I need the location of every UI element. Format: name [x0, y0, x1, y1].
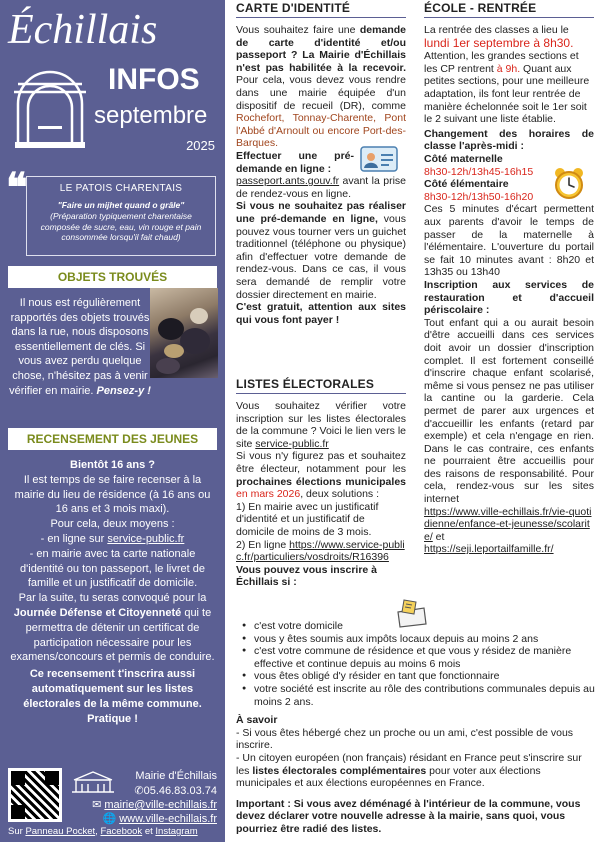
objets-heading: OBJETS TROUVÉS: [8, 266, 217, 288]
carte-heading: CARTE D'IDENTITÉ: [236, 1, 351, 15]
panneau-pocket-link[interactable]: Panneau Pocket: [25, 826, 96, 837]
list-item: ● c'est votre domicile: [236, 620, 596, 633]
issue-year: 2025: [186, 138, 215, 153]
listes-bottom: ● c'est votre domicile ● vous y êtes soumis aux impôts locaux depuis au moins 2 ans ● c'est votre commune de résidence et que vous y résidez de manière effective et continue depuis au moins 6 mois ● vous êtes obligé d'y résider en tant que fonctionnaire ● votre société est inscrite au rôle des contributions communales depuis au moins 2 ans. À savoir - Si vous êtes hébergé chez un proche ou un ami, c'est possible de vous inscrire. - Un citoyen européen (non français) résidant en France peut s'inscrire sur les listes électorales complémentaires pour voter aux élections municipales et aux élections européennes en France. Important : Si vous avez déménagé à l'intérieur de la commune, vous devez déclarer votre nouvelle adresse à la mairie, sans quoi, vous pourriez être radié des listes.: [236, 620, 596, 836]
eligibility-list: [236, 620, 596, 708]
arch-logo-icon: [12, 64, 88, 150]
townhall-icon: [70, 768, 116, 794]
service-public-link[interactable]: service-public.fr: [107, 532, 185, 545]
lost-items-photo: [150, 288, 218, 378]
recensement-text: Bientôt 16 ans ? Il est temps de se faire recenser à la mairie du lieu de résidence (à 16 ans ou 16 ans et 3 mois maxi). Pour cela, deux moyens : - en ligne sur service-public.fr - en mairie avec ta carte nationale d'identité ou ton passeport, le livret de famille et un justificatif de domicile. Par la suite, tu seras convoqué pour la Journée Défense et Citoyenneté qui te permettra de détenir un certificat de participation nécessaire pour les examens/concours et permis de conduire. Ce recensement t'inscrira aussi automatiquement sur les listes électorales de la même commune. Pratique !: [10, 459, 215, 725]
mail-icon: ✉: [92, 799, 105, 811]
ecole-section: ÉCOLE - RENTRÉE La rentrée des classes a lieu le lundi 1er septembre à 8h30. Attention, les grandes sections et les CP rentrent à 9h. Quant aux petites sections, pour une meilleure adaptation, ils font leur rentrée de manière échelonnée soit le 1er soit le 2 suivant une liste établie. Changement des horaires de classe l'après-midi : Côté maternelle 8h30-12h/13h45-16h15 Côté élémentaire 8h30-12h/13h50-16h20 Ces 5 minutes d'écart permettent aux parents d'avoir le temps de passer de la maternelle à l'élémentaire. L'ouverture du portail se fait 10 minutes avant : 8h20 et 13h35 ou 13h40 Inscription aux services de restauration et d'accueil périscolaire : Tout enfant qui a ou aurait besoin d'être accueilli dans ces services doit avoir un dossier d'inscription complet. Il est fortement conseillé d'inscrire chaque enfant scolarisé, même si vous pensez ne pas utiliser la cantine ou la garderie. Cela permet de parer aux urgences et d'accueillir les enfants (retard par exemple) et cela n'engage en rien. Dans le cas contraire, ces enfants ne pourraient être accueillis pour des raisons de responsabilité. Pour cela, rendez-vous sur les sites internet https://www.ville-echillais.fr/vie-quotidienne/enfance-et-jeunesse/scolarite/ et https://seji.leportailfamille.fr/: [424, 1, 594, 556]
quote-icon: ❝: [6, 165, 28, 210]
listes-service-public-link[interactable]: service-public.fr: [255, 437, 329, 450]
ville-echillais-scolarite-link[interactable]: https://www.ville-echillais.fr/vie-quotidienne/enfance-et-jeunesse/scolarite/: [424, 505, 592, 543]
id-card-icon: [360, 146, 398, 172]
seji-portail-link[interactable]: https://seji.leportailfamille.fr/: [424, 543, 554, 556]
footer-phone[interactable]: ✆05.46.83.03.74: [134, 785, 217, 797]
objets-emphasis: Pensez-y !: [96, 384, 151, 397]
footer-web[interactable]: 🌐 www.ville-echillais.fr: [102, 813, 217, 825]
list-item: ● c'est votre commune de résidence et que vous y résidez de manière effective et continue depuis au moins 6 mois: [236, 645, 596, 670]
brand-title: Échillais: [8, 7, 158, 53]
sidebar: [0, 0, 225, 842]
alarm-clock-icon: [552, 166, 586, 200]
globe-icon: 🌐: [102, 813, 120, 825]
r16396-link[interactable]: https://www.service-public.fr/particuliers/vosdroits/R16396: [236, 538, 405, 564]
patois-description: (Préparation typiquement charentaise composée de sucre, eau, vin rouge et pain consommée lorsqu'il fait chaud): [40, 211, 202, 242]
objets-text: Il nous est régulièrement rapportés des objets trouvés dans la rue, nous disposons essentiellement de clés. Si vous avez perdu quelque chose, n'hésitez pas à venir vérifier en mairie. Pensez-y !: [9, 297, 151, 397]
footer-follow: Sur Panneau Pocket, Facebook et Instagram: [8, 826, 198, 837]
footer-email[interactable]: ✉ mairie@ville-echillais.fr: [92, 799, 217, 811]
list-item: ● vous y êtes soumis aux impôts locaux depuis au moins 2 ans: [236, 633, 596, 646]
infos-title: INFOS: [108, 63, 200, 96]
phone-icon: ✆: [134, 785, 144, 797]
footer-mairie: Mairie d'Échillais: [135, 770, 217, 782]
footer: [0, 764, 225, 842]
instagram-link[interactable]: Instagram: [155, 826, 198, 837]
listes-heading: LISTES ÉLECTORALES: [236, 377, 375, 391]
list-item: ● vous êtes obligé d'y résider en tant que fonctionnaire: [236, 670, 596, 683]
facebook-link[interactable]: Facebook: [100, 826, 143, 837]
patois-box: [26, 176, 216, 256]
ants-link[interactable]: passeport.ants.gouv.fr: [236, 175, 340, 188]
carte-section: CARTE D'IDENTITÉ Vous souhaitez faire une demande de carte d'identité et/ou passeport ? La Mairie d'Échillais n'est pas habilitée à la recevoir. Pour cela, vous devez vous rendre dans une mairie équipée d'un dispositif de recueil (DR), comme Rochefort, Tonnay-Charente, Pont l'Abbé d'Arnoult ou encore Port-des-Barques. Effectuer une pré-demande en ligne : passeport.ants.gouv.fr avant la prise de rendez-vous en ligne. Si vous ne souhaitez pas réaliser une pré-demande en ligne, vous pouvez vous tourner vers un guichet traditionnel (téléphone ou physique) afin d'effectuer votre demande de rendez-vous. Dans ce cas, il vous sera demandé de remplir votre dossier directement en mairie. C'est gratuit, attention aux sites qui vous font payer !: [236, 1, 406, 326]
issue-month: septembre: [94, 102, 208, 129]
recensement-heading: RECENSEMENT DES JEUNES: [8, 428, 217, 450]
qr-code[interactable]: [8, 768, 62, 822]
patois-quote: "Faire un mijhet quand o grâle": [57, 200, 185, 210]
ecole-heading: ÉCOLE - RENTRÉE: [424, 1, 537, 15]
listes-section: LISTES ÉLECTORALES Vous souhaitez vérifier votre inscription sur les listes électorales de la commune ? Voici le lien vers le site service-public.fr Si vous n'y figurez pas et souhaitez être électeur, notamment pour les prochaines élections municipales en mars 2026, deux solutions : 1) En mairie avec un justificatif d'identité et un justificatif de domicile de moins de 3 mois. 2) En ligne https://www.service-public.fr/particuliers/vosdroits/R16396 Vous pouvez vous inscrire à Échillais si :: [236, 377, 406, 589]
patois-title: LE PATOIS CHARENTAIS: [59, 183, 183, 194]
list-item: ● votre société est inscrite au rôle des contributions communales depuis au moins 2 ans.: [236, 683, 596, 708]
